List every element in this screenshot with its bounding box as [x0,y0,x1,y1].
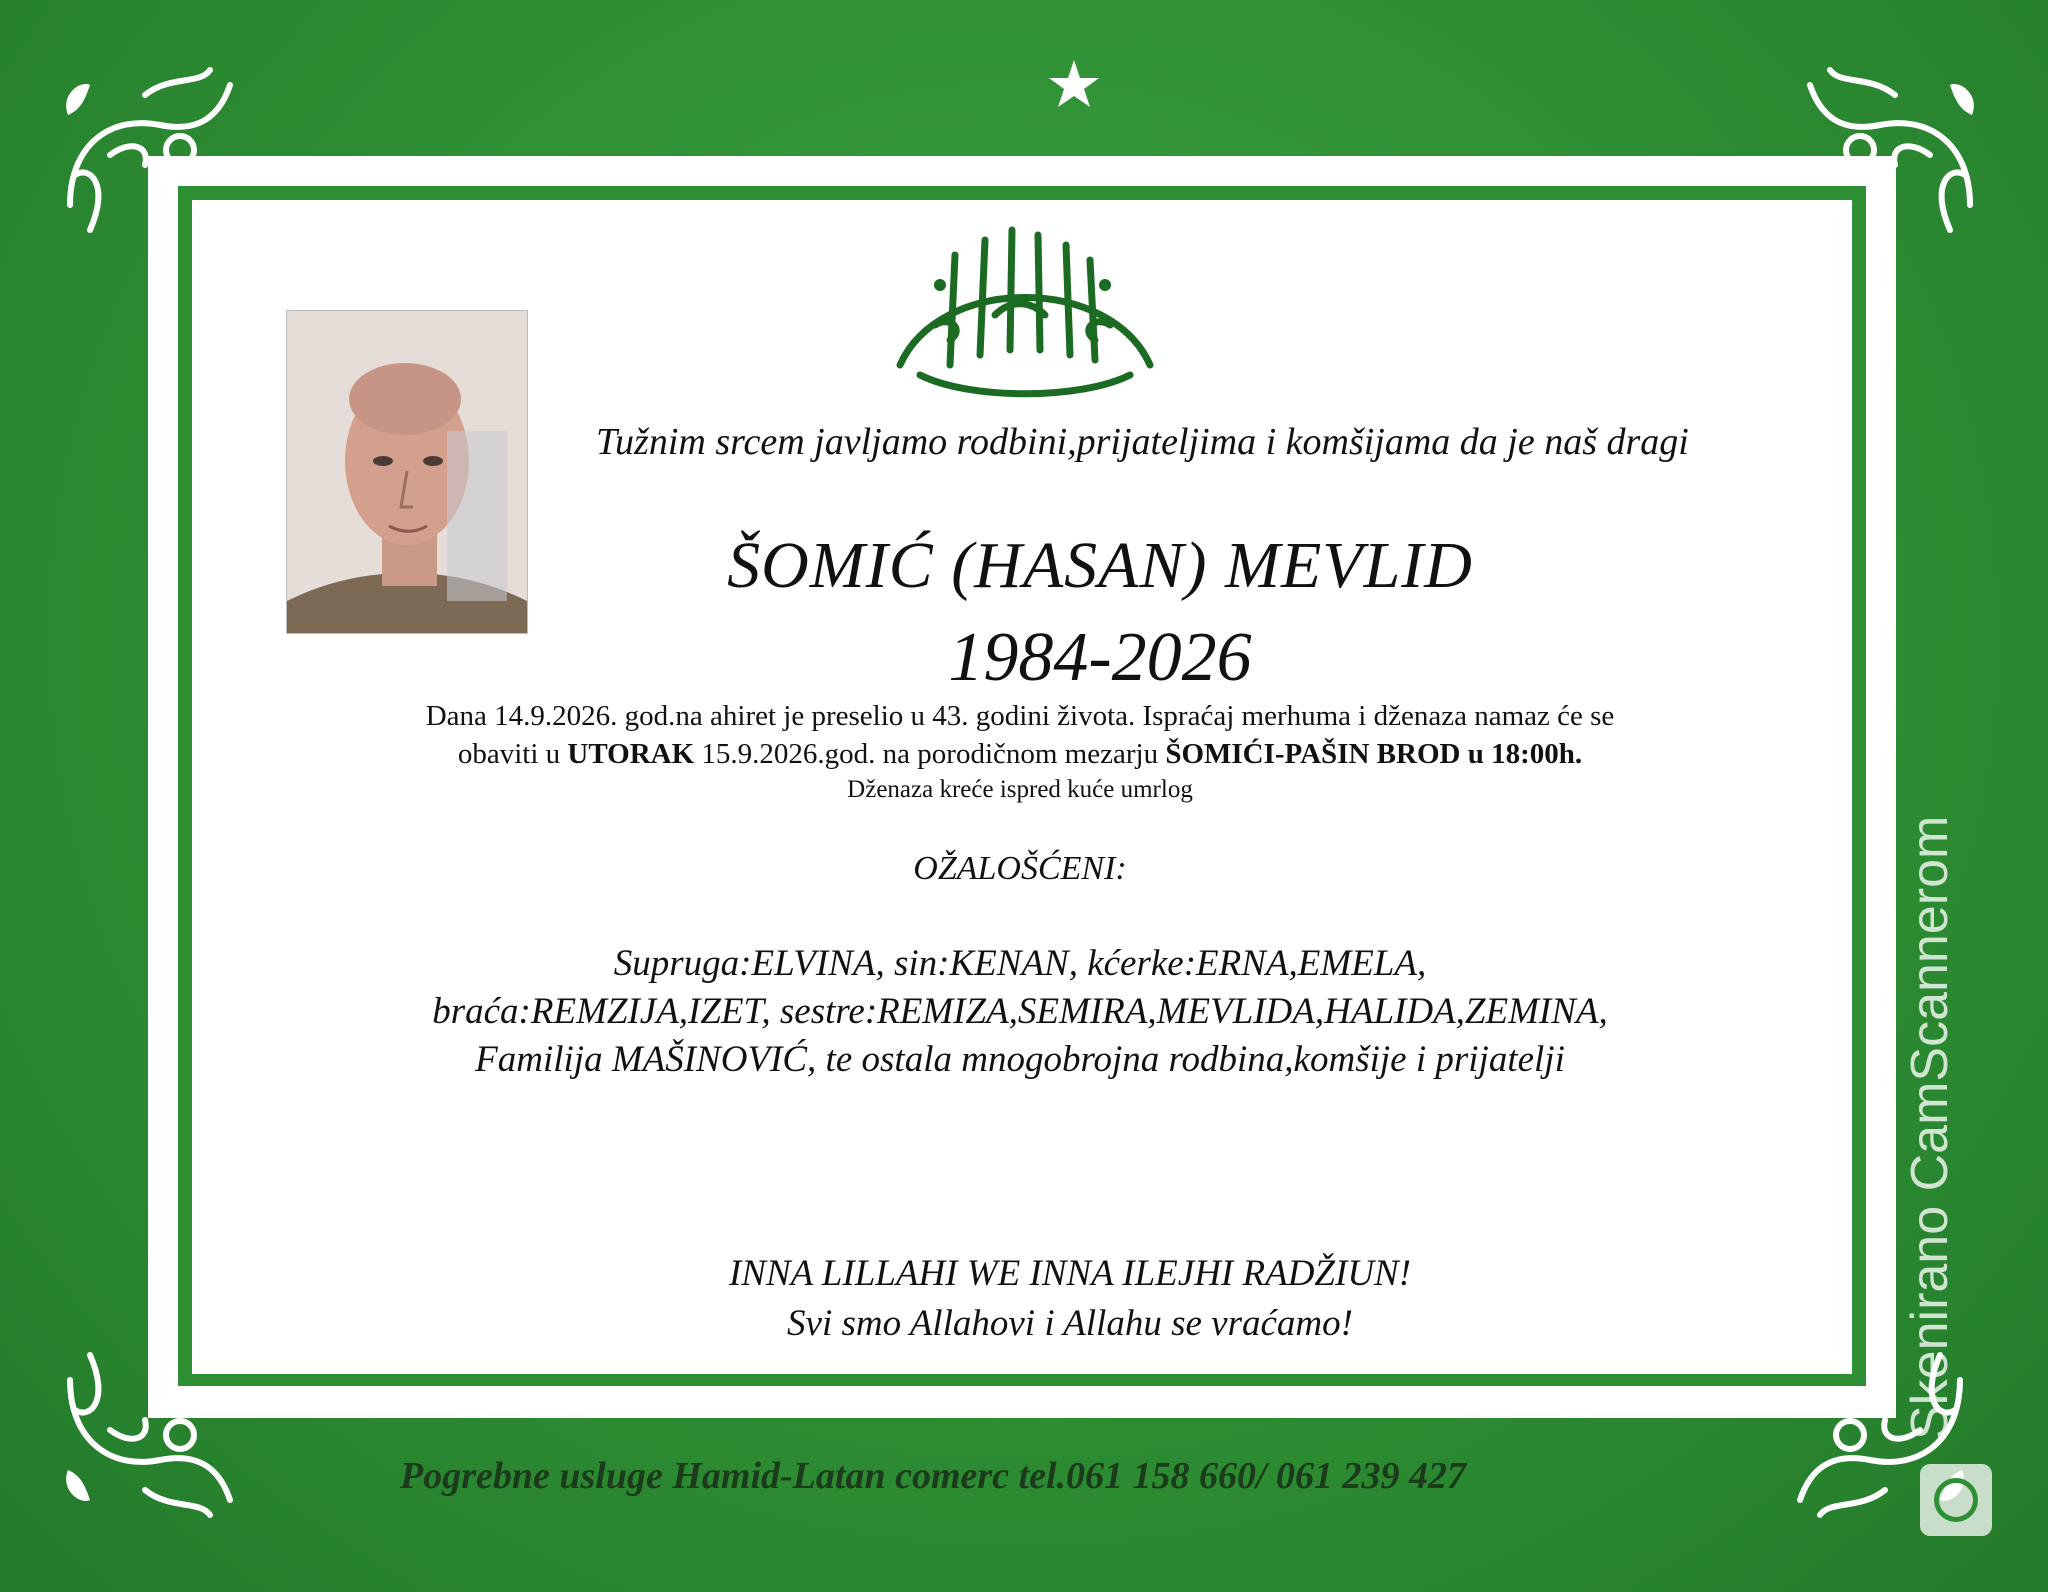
funeral-info-line [250,738,1790,771]
mourners-heading: OŽALOŠĆENI: [913,850,1127,887]
deceased-photo [286,310,528,634]
mourners-line: braća:REMZIJA,IZET, sestre:REMIZA,SEMIRA,MEVLIDA,HALIDA,ZEMINA, [432,991,1608,1032]
funeral-day: UTORAK [567,738,695,770]
crescent-star-icon [974,12,1114,152]
death-info-line: Dana 14.9.2026. god.na ahiret je preselio u 43. godini života. Ispraćaj merhuma i dženaza namaz će se [425,700,1615,732]
deceased-name: ŠOMIĆ (HASAN) MEVLID [727,529,1473,602]
intro-text: Tužnim srcem javljamo rodbini,prijateljima i komšijama da je naš dragi [596,421,1689,463]
arabic-calligraphy-icon [880,215,1170,410]
funeral-place: ŠOMIĆI-PAŠIN BROD u 18:00h. [1165,738,1583,770]
portrait-image [287,311,527,633]
closing-prayer: INNA LILLAHI WE INNA ILEJHI RADŽIUN! [728,1253,1412,1294]
scanner-watermark: Skenirano CamScannerom [1901,815,1959,1440]
mourners-line: Familija MAŠINOVIĆ, te ostala mnogobrojna rodbina,komšije i prijatelji [475,1039,1565,1080]
camscanner-icon [1920,1464,1992,1536]
funeral-info-pre: obaviti u [457,738,568,770]
funeral-service-footer: Pogrebne usluge Hamid-Latan comerc tel.061 158 660/ 061 239 427 [400,1455,1467,1497]
life-years: 1984-2026 [948,619,1252,696]
closing-translation: Svi smo Allahovi i Allahu se vraćamo! [787,1303,1353,1344]
procession-info: Dženaza kreće ispred kuće umrlog [847,776,1193,803]
funeral-info-mid: 15.9.2026.god. na porodičnom mezarju [694,738,1166,770]
mourners-line: Supruga:ELVINA, sin:KENAN, kćerke:ERNA,EMELA, [613,943,1427,984]
